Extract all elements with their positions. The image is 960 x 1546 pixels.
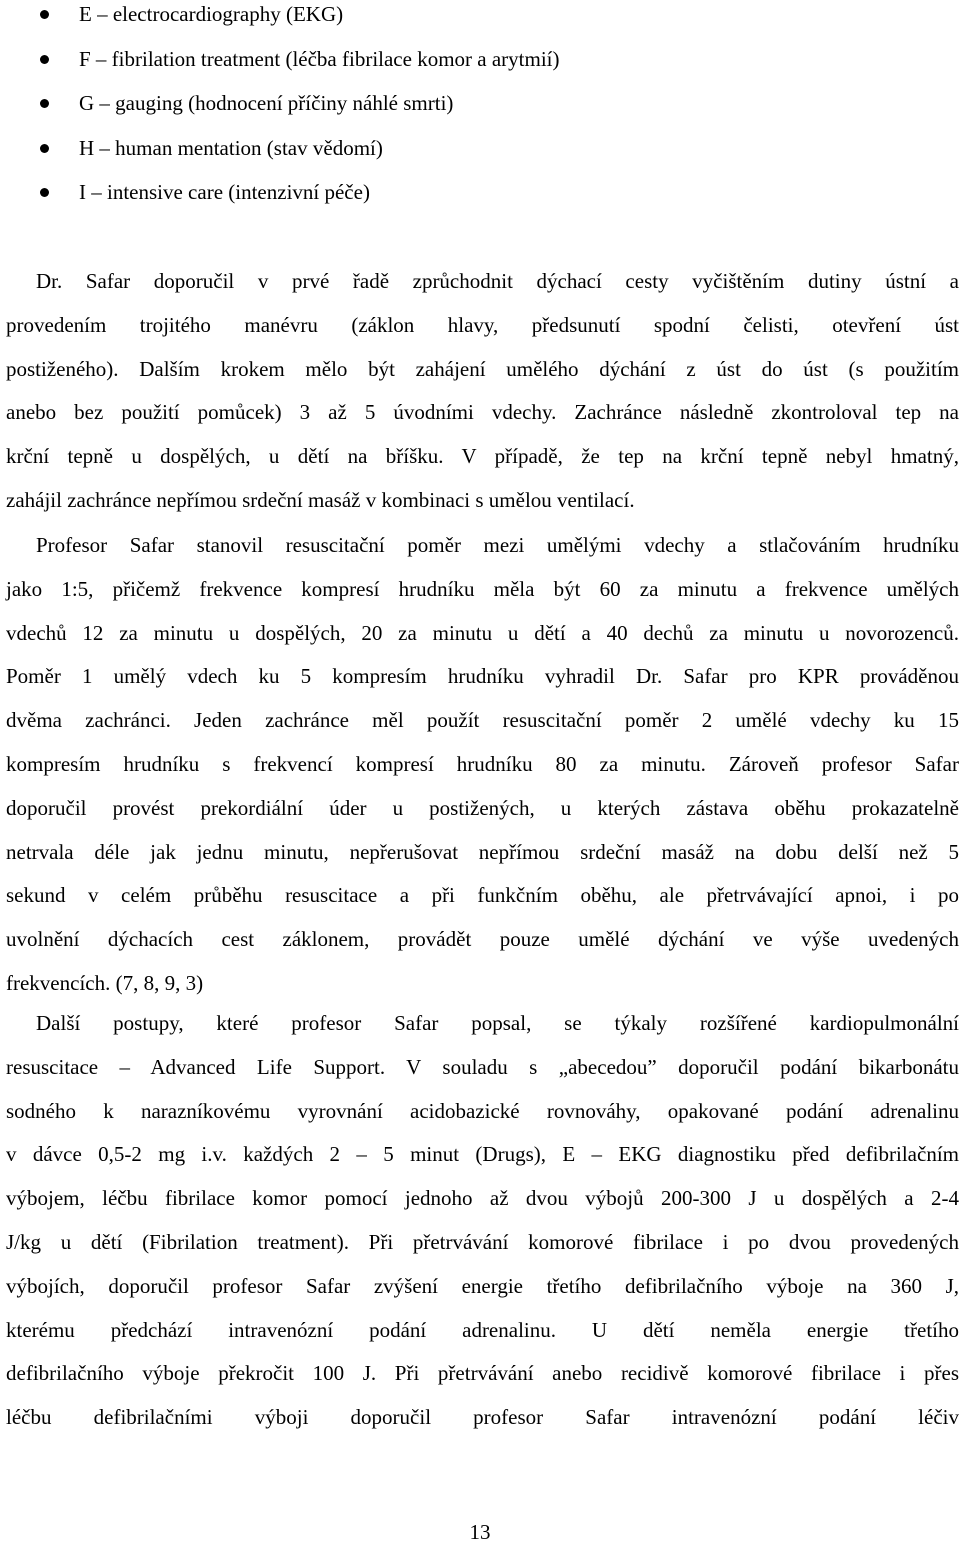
text-line: zahájil zachránce nepřímou srdeční masáž v kombinaci s umělou ventilací. [6,487,635,512]
text-line: výbojích, doporučil profesor Safar zvýšení energie třetího defibrilačního výboje na 360 J, [6,1273,959,1298]
paragraph-resuscitation-ratio [6,530,959,1012]
paragraph-airway [6,266,959,529]
list-item-text: I – intensive care (intenzivní péče) [79,180,370,205]
text-line: sodného k narazníkovému vyrovnání acidobazické rovnováhy, opakované podání adrenalinu [6,1098,959,1123]
list-item-text: G – gauging (hodnocení příčiny náhlé smrti) [79,91,454,116]
text-line: sekund v celém průběhu resuscitace a při funkčním oběhu, ale přetrvávající apnoi, i po [6,883,959,908]
text-line: léčbu defibrilačními výboji doporučil profesor Safar intravenózní podání léčiv [6,1405,959,1430]
list-item [0,45,960,90]
text-line: provedením trojitého manévru (záklon hlavy, předsunutí spodní čelisti, otevření úst [6,312,959,337]
paragraph-advanced-life-support [6,1008,959,1446]
bullet-icon [40,99,49,108]
text-line: Dr. Safar doporučil v prvé řadě zprůchodnit dýchací cesty vyčištěním dutiny ústní a [36,269,959,293]
text-line: v dávce 0,5-2 mg i.v. každých 2 – 5 minut (Drugs), E – EKG diagnostiku před defibrilačním [6,1142,959,1167]
text-line: jako 1:5, přičemž frekvence kompresí hrudníku měla být 60 za minutu a frekvence umělých [6,576,959,601]
list-item-text: E – electrocardiography (EKG) [79,2,344,26]
text-line: frekvencích. (7, 8, 9, 3) [6,970,204,995]
list-item-text: F – fibrilation treatment (léčba fibrilace komor a arytmií) [79,46,560,71]
text-line: J/kg u dětí (Fibrilation treatment). Při přetrvávání komorové fibrilace i po dvou provedených [6,1229,959,1254]
text-line: anebo bez použití pomůcek) 3 až 5 úvodními vdechy. Zachránce následně zkontroloval tep na [6,400,959,425]
page-number: 13 [469,1520,491,1544]
text-line: Další postupy, které profesor Safar popsal, se týkaly rozšířené kardiopulmonální [36,1011,959,1035]
text-line: resuscitace – Advanced Life Support. V souladu s „abecedou” doporučil podání bikarbonátu [6,1054,959,1079]
list-item [0,89,960,134]
text-line: Poměr 1 umělý vdech ku 5 kompresím hrudníku vyhradil Dr. Safar pro KPR prováděnou [6,664,959,689]
text-line: defibrilačního výboje překročit 100 J. Při přetrvávání anebo recidivě komorové fibrilace i přes [6,1361,959,1386]
list-item [0,178,960,223]
list-item-text: H – human mentation (stav vědomí) [79,135,383,160]
text-line: dvěma zachránci. Jeden zachránce měl použít resuscitační poměr 2 umělé vdechy ku 15 [6,708,959,733]
abc-bullet-list [0,0,960,223]
bullet-icon [40,144,49,153]
bullet-icon [40,10,49,19]
text-line: výbojem, léčbu fibrilace komor pomocí jednoho až dvou výbojů 200-300 J u dospělých a 2-4 [6,1186,959,1211]
list-item [0,134,960,179]
text-line: postiženého). Dalším krokem mělo být zahájení umělého dýchání z úst do úst (s použitím [6,356,959,381]
text-line: vdechů 12 za minutu u dospělých, 20 za minutu u dětí a 40 dechů za minutu u novorozenců. [6,620,959,645]
text-line: krční tepně u dospělých, u dětí na bříšku. V případě, že tep na krční tepně nebyl hmatný, [6,444,959,469]
text-line: Profesor Safar stanovil resuscitační poměr mezi umělými vdechy a stlačováním hrudníku [36,533,959,557]
list-item [0,0,960,45]
text-line: uvolnění dýchacích cest záklonem, provádět pouze umělé dýchání ve výše uvedených [6,927,959,952]
bullet-icon [40,188,49,197]
text-line: kompresím hrudníku s frekvencí kompresí hrudníku 80 za minutu. Zároveň profesor Safar [6,751,959,776]
bullet-icon [40,55,49,64]
text-line: netrvala déle jak jednu minutu, nepřerušovat nepřímou srdeční masáž na dobu delší než 5 [6,839,959,864]
text-line: doporučil provést prekordiální úder u postižených, u kterých zástava oběhu prokazatelně [6,795,959,820]
text-line: kterému předchází intravenózní podání adrenalinu. U dětí neměla energie třetího [6,1317,959,1342]
